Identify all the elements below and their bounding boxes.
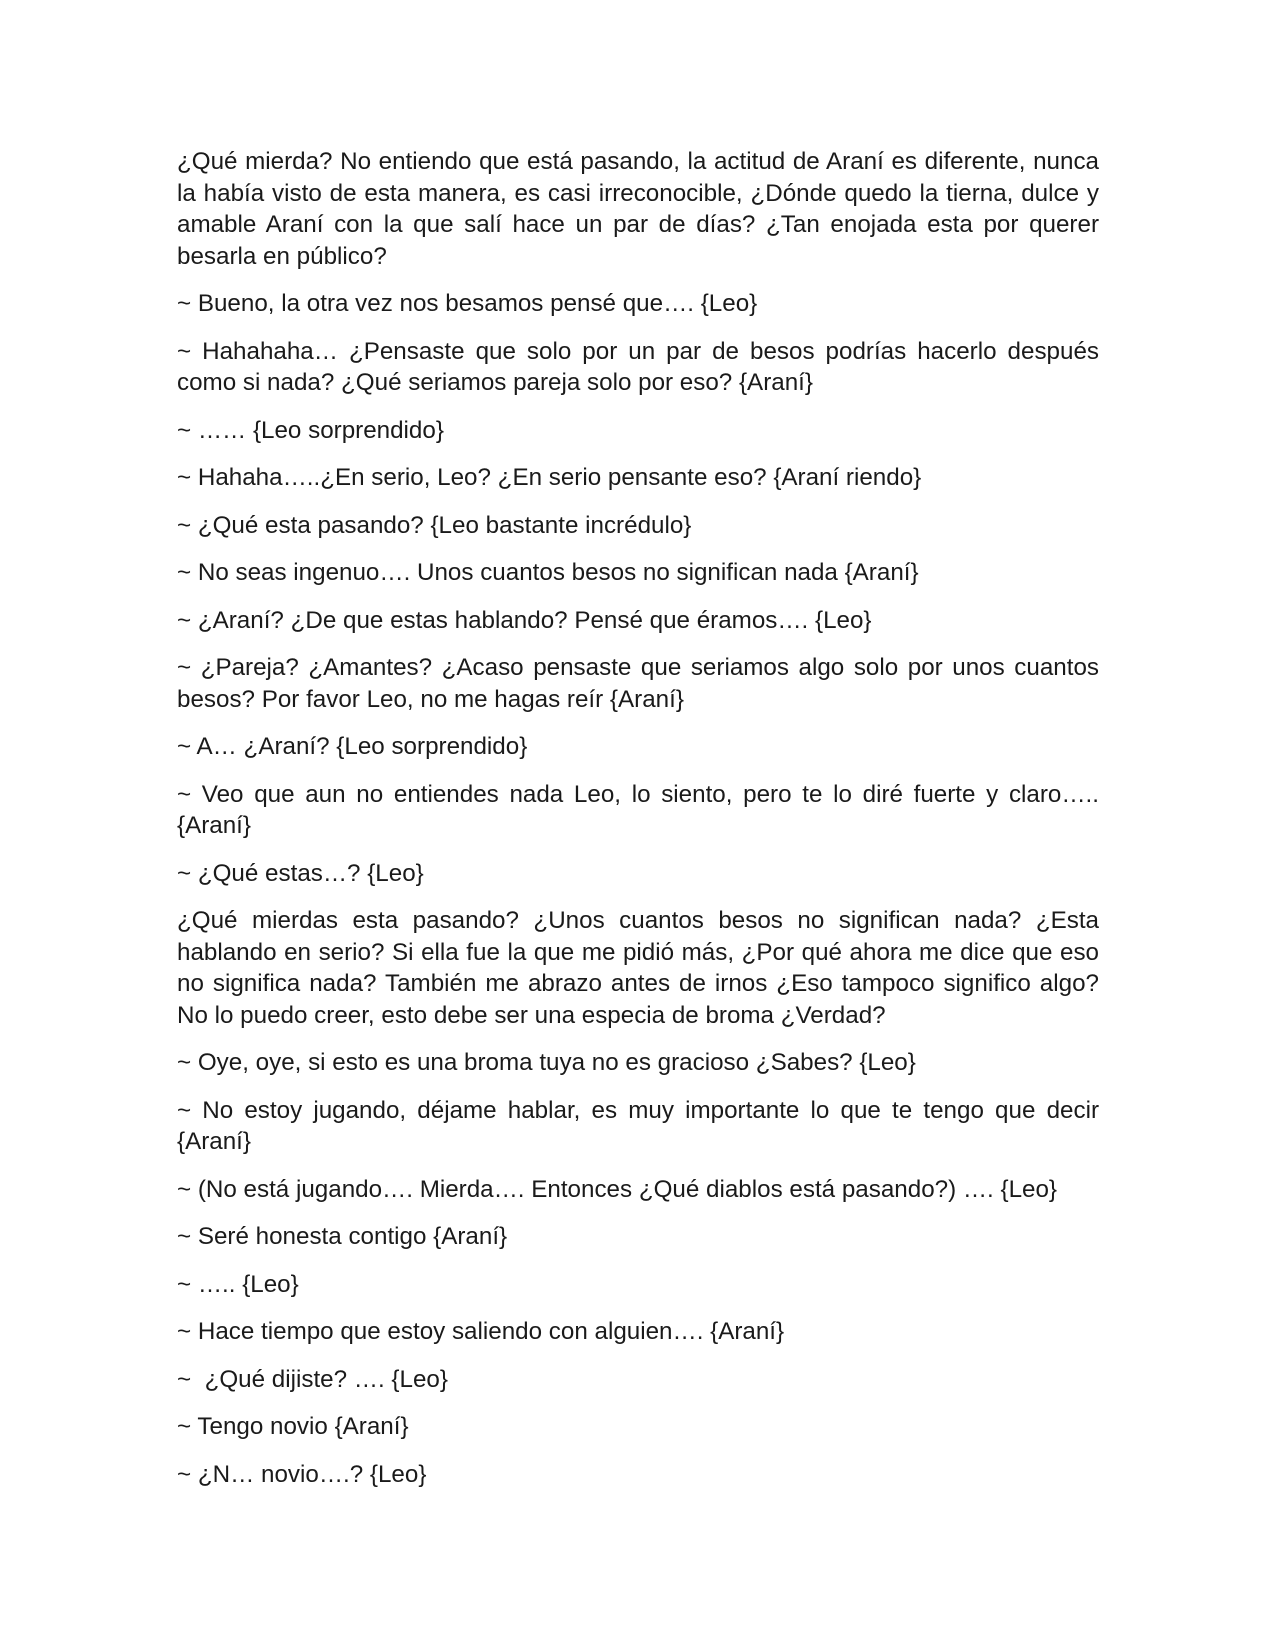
dialogue-line: ~ Tengo novio {Araní}: [177, 1413, 409, 1440]
dialogue-line: ~ Hahahaha… ¿Pensaste que solo por un par de besos podrías hacerlo después como si nada? ¿Qué seriamos pareja solo por eso? {Araní}: [177, 337, 1099, 396]
dialogue-line: ~ Hahaha…..¿En serio, Leo? ¿En serio pensante eso? {Araní riendo}: [177, 464, 922, 491]
narration-paragraph: ¿Qué mierdas esta pasando? ¿Unos cuantos besos no significan nada? ¿Esta hablando en serio? Si ella fue la que me pidió más, ¿Por qué ahora me dice que eso no significa nada? También me abrazo antes de irnos ¿Eso tampoco significo algo? No lo puedo creer, esto debe ser una especia de broma ¿Verdad?: [177, 907, 1099, 1029]
dialogue-line: ~ ¿Qué dijiste? …. {Leo}: [177, 1365, 448, 1393]
dialogue-line: ~ ¿Qué estas…? {Leo}: [177, 859, 424, 887]
dialogue-line: ~ Seré honesta contigo {Araní}: [177, 1223, 508, 1250]
dialogue-line: ~ ¿Araní? ¿De que estas hablando? Pensé que éramos…. {Leo}: [177, 606, 872, 634]
dialogue-line: ~ …… {Leo sorprendido}: [177, 416, 444, 444]
dialogue-line: ~ Oye, oye, si esto es una broma tuya no es gracioso ¿Sabes? {Leo}: [177, 1049, 916, 1076]
dialogue-line: ~ No estoy jugando, déjame hablar, es muy importante lo que te tengo que decir {Araní}: [177, 1096, 1099, 1155]
dialogue-line: ~ (No está jugando…. Mierda…. Entonces ¿Qué diablos está pasando?) …. {Leo}: [177, 1175, 1058, 1203]
dialogue-line: ~ ¿Qué esta pasando? {Leo bastante incrédulo}: [177, 511, 692, 539]
dialogue-line: ~ Veo que aun no entiendes nada Leo, lo siento, pero te lo diré fuerte y claro….. {Araní}: [177, 780, 1099, 839]
dialogue-line: ~ A… ¿Araní? {Leo sorprendido}: [177, 733, 528, 760]
document-page: [177, 146, 1099, 1506]
dialogue-line: ~ ….. {Leo}: [177, 1270, 299, 1298]
dialogue-line: ~ Bueno, la otra vez nos besamos pensé que…. {Leo}: [177, 290, 758, 317]
dialogue-line: ~ ¿Pareja? ¿Amantes? ¿Acaso pensaste que seriamos algo solo por unos cuantos besos? Por favor Leo, no me hagas reír {Araní}: [177, 654, 1099, 713]
dialogue-line: ~ No seas ingenuo…. Unos cuantos besos no significan nada {Araní}: [177, 559, 919, 586]
dialogue-line: ~ ¿N… novio….? {Leo}: [177, 1460, 427, 1488]
narration-paragraph: ¿Qué mierda? No entiendo que está pasando, la actitud de Araní es diferente, nunca la había visto de esta manera, es casi irreconocible, ¿Dónde quedo la tierna, dulce y amable Araní con la que salí hace un par de días? ¿Tan enojada esta por querer besarla en público?: [177, 148, 1099, 270]
dialogue-line: ~ Hace tiempo que estoy saliendo con alguien…. {Araní}: [177, 1318, 785, 1345]
